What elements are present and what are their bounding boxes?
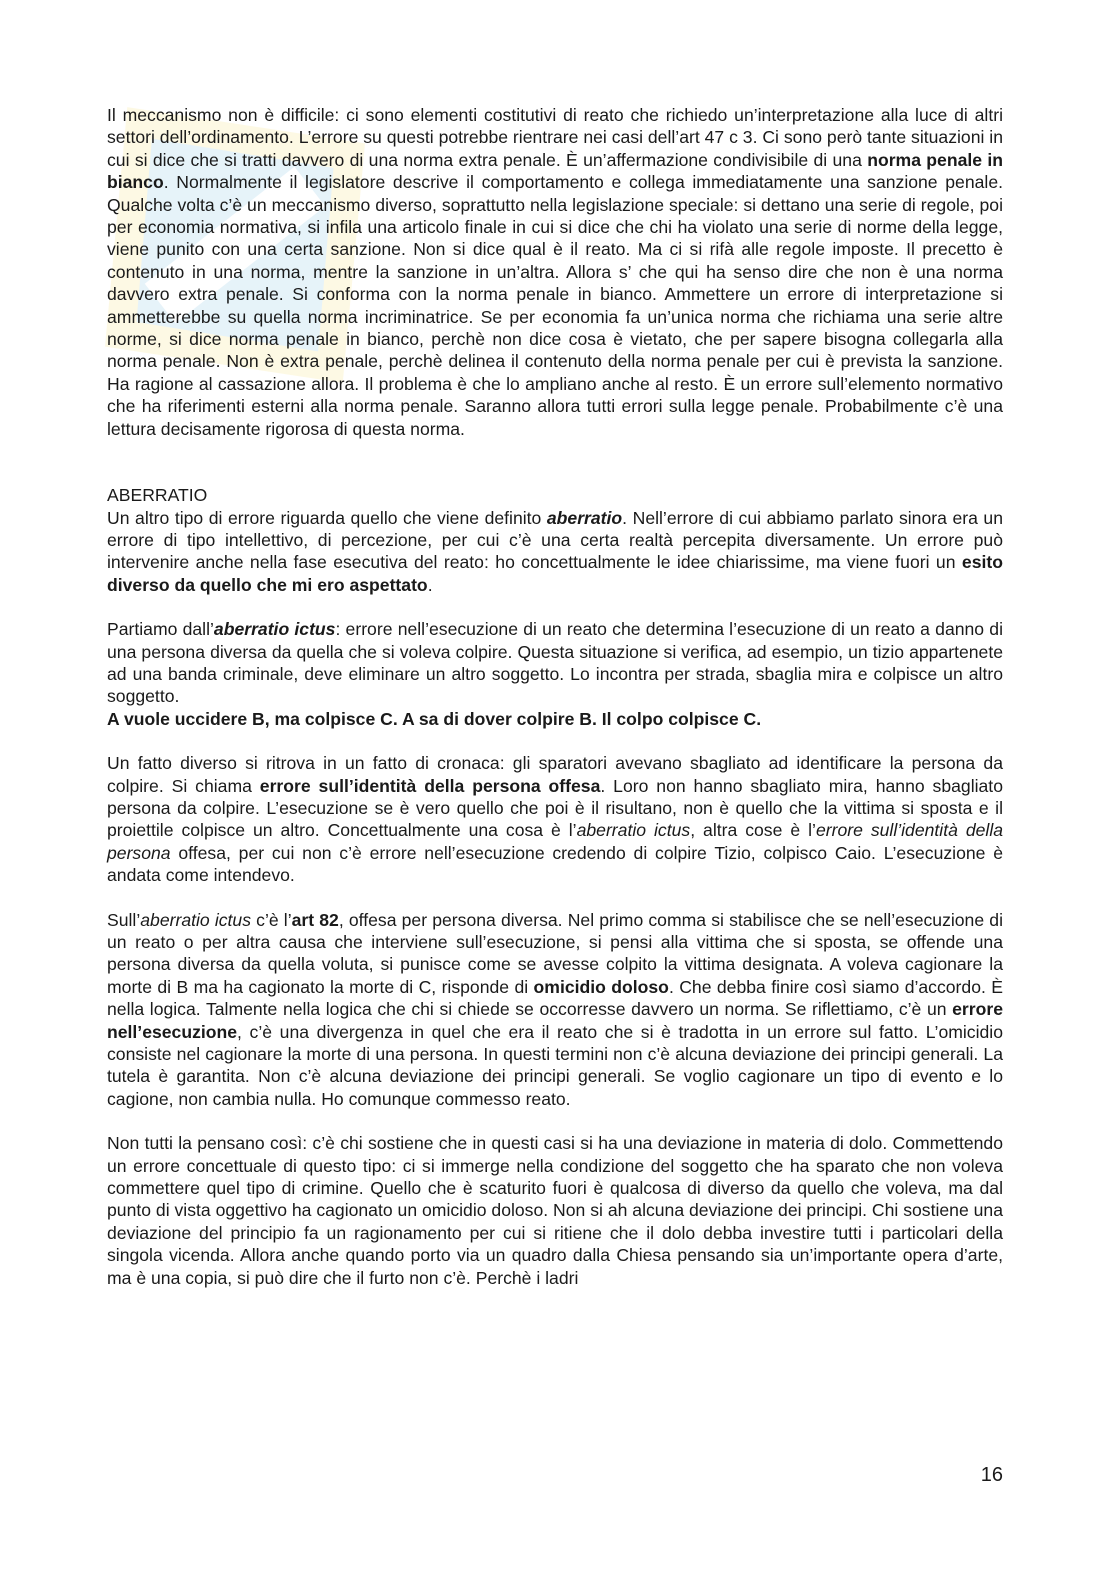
paragraph-aberratio-ictus: [107, 618, 1003, 708]
paragraph-art-82: [107, 909, 1003, 1111]
text-run: c’è l’: [251, 909, 292, 930]
text-run: . Nell’errore di cui abbiamo parlato sinora era un errore di tipo intellettivo, di percezione, per cui c’è una certa realtà percepita diversamente. Un errore può intervenire anche nella fase esecutiva del reato: ho concettualmente le idee chiarissime, ma viene fuori un: [107, 507, 1003, 573]
text-run: Partiamo dall’: [107, 619, 214, 640]
page-number: 16: [980, 1464, 1003, 1486]
text-run: aberratio ictus: [576, 820, 691, 841]
text-run: aberratio ictus: [213, 619, 336, 640]
text-run: errore nell’esecuzione: [107, 999, 1003, 1042]
text-run: . Che debba finire così siamo d’accordo. È nella logica. Talmente nella logica che chi si chiede se occorresse davvero un norma. Se riflettiamo, c’è un: [107, 976, 1003, 1020]
paragraph-deviazione-dolo: [107, 1132, 1003, 1289]
text-run: Il meccanismo non è difficile: ci sono elementi costitutivi di reato che richiedo un’interpretazione alla luce di altri settori dell’ordinamento. L’errore su questi potrebbe rientrare nei casi dell’art 47 c 3. Ci sono però tante situazioni in cui si dice che si tratti davvero di una norma extra penale. È un’affermazione condivisibile di una: [107, 105, 1003, 170]
text-run: , c’è una divergenza in quel che era il reato che si è tradotta in un errore sul fatto. L’omicidio consiste nel cagionare la morte di una persona. In questi termini non c’è alcuna deviazione dei principi generali. La tutela è garantita. Non c’è alcuna deviazione dei principi generali. Se voglio cagionare un tipo di evento e lo cagione, non cambia nulla. Ho comunque commesso reato.: [107, 1021, 1003, 1109]
text-run: . Loro non hanno sbagliato mira, hanno sbagliato persona da colpire. L’esecuzione se è vero quello che poi è il risultano, non è quello che la vittima si sposta e il proiettile colpisce un altro. Concettualmente una cosa è l’: [107, 775, 1003, 841]
paragraph-norma-penale-bianco: [107, 104, 1003, 440]
text-run: Non tutti la pensano così: c’è chi sostiene che in questi casi si ha una deviazione in materia di dolo. Commettendo un errore concettuale di questo tipo: ci si immerge nella condizione del soggetto che ha sparato che non voleva commettere quel tipo di crimine. Quello che è scaturito fuori è qualcosa di diverso da quello che voleva, ma dal punto di vista oggettivo ha cagionato un omicidio doloso. Non si ah alcuna deviazione dei principi. Chi sostiene una deviazione del principio fa un ragionamento per cui si ritiene che il dolo debba investire tutti i particolari della singola vicenda. Allora anche quando porto via un quadro dalla Chiesa pensando sia un’importante opera d’arte, ma è una copia, si può dire che il furto non c’è. Perchè i ladri: [107, 1133, 1003, 1288]
text-run: omicidio doloso: [533, 976, 669, 997]
text-run: errore sull’identità della persona: [107, 820, 1004, 863]
text-run: aberratio ictus: [140, 909, 252, 930]
text-run: Un altro tipo di errore riguarda quello che viene definito: [107, 507, 547, 528]
text-run: : errore nell’esecuzione di un reato che determina l’esecuzione di un reato a danno di una persona diversa da quella che si voleva colpire. Questa situazione si verifica, ad esempio, un tizio appartenete ad una banda criminale, deve eliminare un altro soggetto. Lo incontra per strada, sbaglia mira e colpisce un altro soggetto.: [107, 619, 1003, 707]
text-run: esito diverso da quello che mi ero aspettato: [107, 552, 1003, 595]
text-run: offesa, per cui non c’è errore nell’esecuzione credendo di colpire Tizio, colpisco Caio. L’esecuzione è andata come intendevo.: [107, 842, 1003, 886]
text-run: Sull’: [107, 909, 141, 930]
text-run: aberratio: [546, 507, 623, 528]
paragraph-aberratio-intro: [107, 507, 1003, 597]
text-run: .: [427, 574, 433, 595]
text-run: , offesa per persona diversa. Nel primo comma si stabilisce che se nell’esecuzione di un reato o per altra causa che interviene sull’esecuzione, si pensi alla vittima che si sposta, se offende una persona diversa da quella voluta, si punisce come se avesse colpito la vittima designata. A voleva cagionare la morte di B ma ha cagionato la morte di C, risponde di: [107, 909, 1003, 997]
text-run: norma penale in bianco: [107, 149, 1004, 193]
text-run: errore sull’identità della persona offesa: [259, 775, 601, 796]
text-run: Un fatto diverso si ritrova in un fatto di cronaca: gli sparatori avevano sbagliato ad identificare la persona da colpire. Si chiama: [107, 753, 1003, 796]
paragraph-example-bold: A vuole uccidere B, ma colpisce C. A sa di dover colpire B. Il colpo colpisce C.: [107, 708, 762, 729]
text-run: art 82: [291, 909, 339, 930]
section-heading-aberratio: ABERRATIO: [107, 485, 208, 506]
text-run: . Normalmente il legislatore descrive il comportamento e collega immediatamente una sanzione penale. Qualche volta c’è un meccanismo diverso, soprattutto nella legislazione speciale: si dettano una serie di regole, poi per economia normativa, si infila una articolo finale in cui si dice che chi ha violato una serie di norme della legge, viene punito con una certa sanzione. Non si dice qual è il reato. Ma ci si rifà alle regole imposte. Il precetto è contenuto in una norma, mentre la sanzione in un’altra. Allora s’ che qui ha senso dire che non è una norma davvero extra penale. Si conforma con la norma penale in bianco. Ammettere un errore di interpretazione si ammetterebbe su quella norma incriminatrice. Se per economia fa un’unica norma che richiama una serie altre norme, si dice norma penale in bianco, perchè non dice cosa è vietato, che per sapere bisogna collegarla alla norma penale. Non è extra penale, perchè delinea il contenuto della norma penale per cui è prevista la sanzione. Ha ragione al cassazione allora. Il problema è che lo ampliano anche al resto. È un errore sull’elemento normativo che ha riferimenti esterni alla norma penale. Saranno allora tutti errori sulla legge penale. Probabilmente c’è una lettura decisamente rigorosa di questa norma.: [107, 172, 1003, 439]
text-run: , altra cose è l’: [690, 820, 816, 841]
paragraph-errore-identita: [107, 752, 1003, 886]
document-body: [107, 104, 1003, 1289]
